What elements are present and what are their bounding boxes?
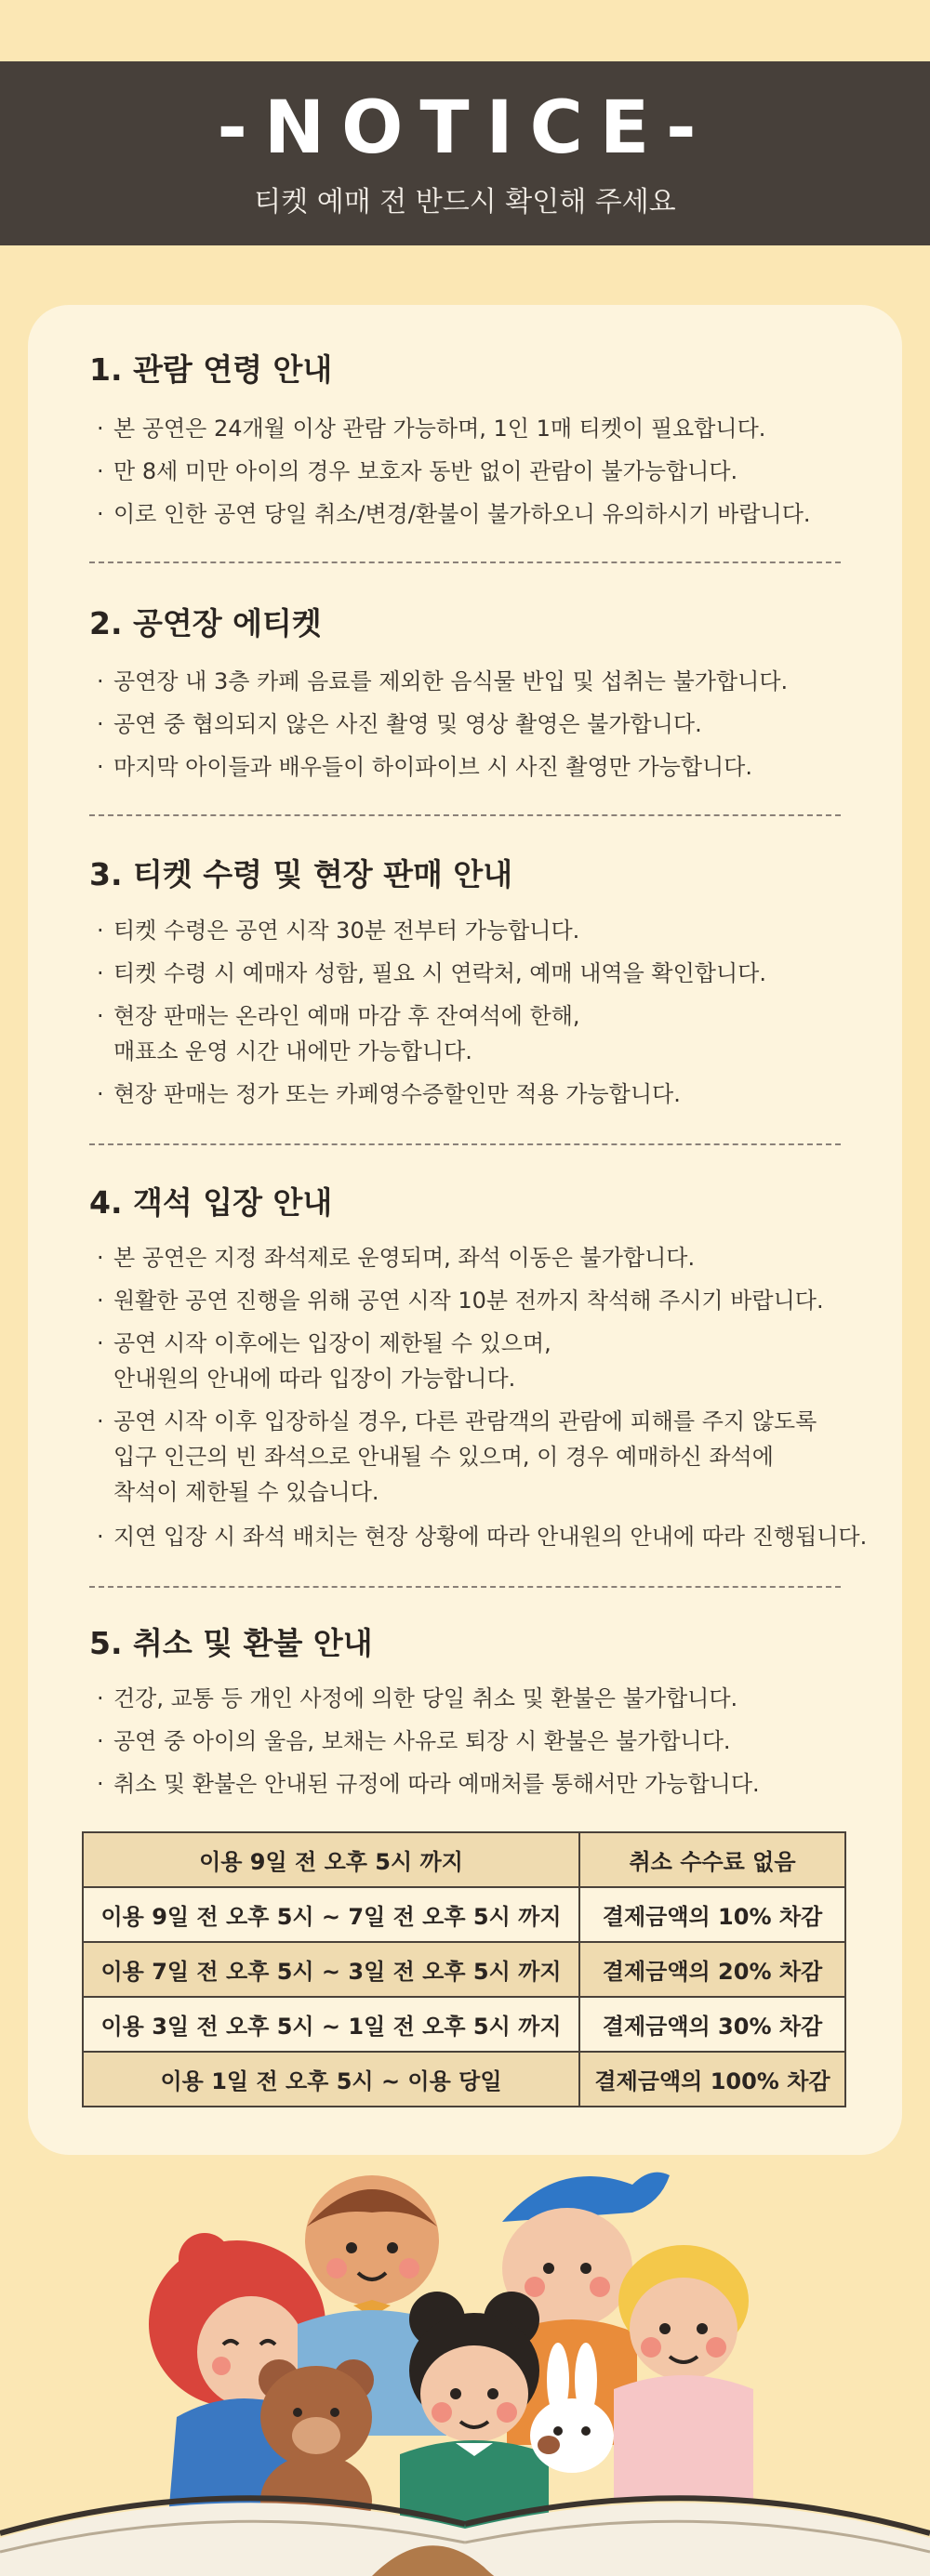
list-item: · 지연 입장 시 좌석 배치는 현장 상황에 따라 안내원의 안내에 따라 진행됩니다. bbox=[97, 1524, 868, 1550]
list-item-cont: 착석이 제한될 수 있습니다. bbox=[113, 1479, 379, 1505]
table-row bbox=[83, 1942, 845, 1997]
list-item: · 마지막 아이들과 배우들이 하이파이브 시 사진 촬영만 가능합니다. bbox=[97, 754, 752, 780]
notice-subtitle: 티켓 예매 전 반드시 확인해 주세요 bbox=[254, 186, 676, 218]
section-title-ticket: 3. 티켓 수령 및 현장 판매 안내 bbox=[89, 856, 513, 892]
list-item: · 본 공연은 지정 좌석제로 운영되며, 좌석 이동은 불가합니다. bbox=[97, 1245, 696, 1271]
top-strip bbox=[0, 0, 930, 61]
list-item: · 건강, 교통 등 개인 사정에 의한 당일 취소 및 환불은 불가합니다. bbox=[97, 1685, 738, 1711]
section-title-refund: 5. 취소 및 환불 안내 bbox=[89, 1625, 373, 1661]
table-cell: 결제금액의 20% 차감 bbox=[579, 1942, 845, 1997]
refund-fee-table bbox=[82, 1831, 846, 2107]
section-divider bbox=[89, 1143, 841, 1145]
table-row bbox=[83, 1887, 845, 1942]
list-item: · 공연 중 협의되지 않은 사진 촬영 및 영상 촬영은 불가합니다. bbox=[97, 711, 702, 737]
section-title-age: 1. 관람 연령 안내 bbox=[89, 351, 333, 388]
list-item: · 현장 판매는 온라인 예매 마감 후 잔여석에 한해, bbox=[97, 1003, 580, 1029]
notice-title: -NOTICE- bbox=[217, 86, 713, 170]
kids-reading-illustration bbox=[0, 2138, 930, 2576]
list-item: · 공연 시작 이후에는 입장이 제한될 수 있으며, bbox=[97, 1330, 551, 1356]
list-item: · 티켓 수령 시 예매자 성함, 필요 시 연락처, 예매 내역을 확인합니다. bbox=[97, 960, 766, 986]
list-item: · 만 8세 미만 아이의 경우 보호자 동반 없이 관람이 불가능합니다. bbox=[97, 458, 738, 484]
table-cell: 이용 1일 전 오후 5시 ~ 이용 당일 bbox=[83, 2052, 579, 2107]
table-row bbox=[83, 1997, 845, 2052]
section-title-etiquette: 2. 공연장 에티켓 bbox=[89, 605, 322, 641]
table-row bbox=[83, 2052, 845, 2107]
table-cell: 이용 3일 전 오후 5시 ~ 1일 전 오후 5시 까지 bbox=[83, 1997, 579, 2052]
list-item-cont: 안내원의 안내에 따라 입장이 가능합니다. bbox=[113, 1366, 516, 1392]
list-item: · 원활한 공연 진행을 위해 공연 시작 10분 전까지 착석해 주시기 바랍니다. bbox=[97, 1288, 824, 1314]
table-cell: 이용 9일 전 오후 5시 ~ 7일 전 오후 5시 까지 bbox=[83, 1887, 579, 1942]
list-item: · 티켓 수령은 공연 시작 30분 전부터 가능합니다. bbox=[97, 918, 580, 944]
list-item: · 취소 및 환불은 안내된 규정에 따라 예매처를 통해서만 가능합니다. bbox=[97, 1771, 760, 1797]
table-cell: 결제금액의 10% 차감 bbox=[579, 1887, 845, 1942]
list-item: · 이로 인한 공연 당일 취소/변경/환불이 불가하오니 유의하시기 바랍니다. bbox=[97, 501, 811, 527]
list-item: · 공연 중 아이의 울음, 보채는 사유로 퇴장 시 환불은 불가합니다. bbox=[97, 1728, 731, 1754]
table-cell: 이용 9일 전 오후 5시 까지 bbox=[83, 1832, 579, 1887]
table-cell: 결제금액의 30% 차감 bbox=[579, 1997, 845, 2052]
list-item: · 본 공연은 24개월 이상 관람 가능하며, 1인 1매 티켓이 필요합니다. bbox=[97, 416, 766, 442]
list-item: · 공연장 내 3층 카페 음료를 제외한 음식물 반입 및 섭취는 불가합니다. bbox=[97, 668, 789, 694]
table-cell: 취소 수수료 없음 bbox=[579, 1832, 845, 1887]
list-item-cont: 매표소 운영 시간 내에만 가능합니다. bbox=[113, 1038, 472, 1064]
section-divider bbox=[89, 814, 841, 816]
list-item: · 현장 판매는 정가 또는 카페영수증할인만 적용 가능합니다. bbox=[97, 1081, 681, 1107]
section-title-seating: 4. 객석 입장 안내 bbox=[89, 1184, 333, 1221]
notice-header bbox=[0, 61, 930, 245]
table-cell: 결제금액의 100% 차감 bbox=[579, 2052, 845, 2107]
table-row bbox=[83, 1832, 845, 1887]
section-divider bbox=[89, 1586, 841, 1588]
list-item-cont: 입구 인근의 빈 좌석으로 안내될 수 있으며, 이 경우 예매하신 좌석에 bbox=[113, 1444, 774, 1470]
section-divider bbox=[89, 561, 841, 563]
table-cell: 이용 7일 전 오후 5시 ~ 3일 전 오후 5시 까지 bbox=[83, 1942, 579, 1997]
list-item: · 공연 시작 이후 입장하실 경우, 다른 관람객의 관람에 피해를 주지 않도록 bbox=[97, 1408, 817, 1434]
